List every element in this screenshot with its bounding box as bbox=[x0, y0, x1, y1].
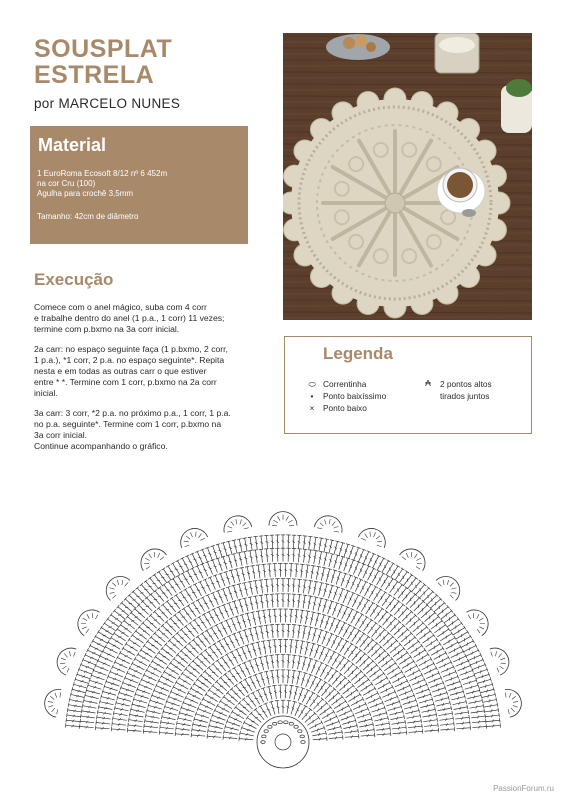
text-line: termine com p.bxmo na 3a corr inicial. bbox=[34, 323, 180, 334]
text-line: entre * *. Termine com 1 corr, p.bxmo na 2a corr bbox=[34, 376, 217, 387]
chain-symbol-icon: ⬭ bbox=[308, 379, 316, 389]
material-line: na cor Cru (100) bbox=[37, 179, 96, 188]
material-heading: Material bbox=[38, 135, 107, 155]
title-line-1: SOUSPLAT bbox=[34, 35, 173, 63]
execucao-paragraph bbox=[34, 408, 279, 451]
text-line: 3a corr inicial. bbox=[34, 429, 88, 440]
cactus-pot bbox=[501, 79, 532, 133]
material-list bbox=[37, 169, 167, 199]
execucao-heading: Execução bbox=[34, 270, 114, 289]
legend-label: tirados juntos bbox=[440, 391, 490, 401]
execucao-paragraph bbox=[34, 302, 279, 334]
pattern-title bbox=[34, 36, 172, 88]
material-box bbox=[30, 126, 248, 244]
text-line: Continue acompanhando o gráfico. bbox=[34, 440, 168, 451]
text-line: no p.a. seguinte*. Termine com 1 corr, p.bxmo na bbox=[34, 419, 222, 430]
legend-label: Correntinha bbox=[323, 379, 367, 389]
legend-box bbox=[284, 336, 532, 434]
execucao-paragraph bbox=[34, 344, 279, 398]
crochet-chart-diagram bbox=[0, 462, 566, 780]
text-line: inicial. bbox=[34, 387, 58, 398]
author-credit: por MARCELO NUNES bbox=[34, 96, 181, 111]
legend-label: Ponto baixo bbox=[323, 403, 367, 413]
text-line: 3a carr: 3 corr, *2 p.a. no próximo p.a., 1 corr, 1 p.a. bbox=[34, 408, 231, 419]
title-line-2: ESTRELA bbox=[34, 61, 155, 89]
cookie-bowl bbox=[326, 34, 390, 60]
material-line: 1 EuroRoma Ecosoft 8/12 nº 6 452m bbox=[37, 169, 168, 178]
text-line: 1 p.a.), *1 corr, 2 p.a. no espaço seguinte*. Repita bbox=[34, 355, 225, 366]
doily-photo bbox=[283, 33, 532, 320]
watermark: PassionForum.ru bbox=[493, 784, 554, 793]
text-line: e trabalhe dentro do anel (1 p.a., 1 corr) 11 vezes; bbox=[34, 312, 225, 323]
text-line: Comece com o anel mágico, suba com 4 corr bbox=[34, 302, 207, 312]
execucao-text bbox=[34, 302, 279, 462]
text-line: 2a carr: no espaço seguinte faça (1 p.bxmo, 2 corr, bbox=[34, 344, 228, 355]
legend-heading: Legenda bbox=[323, 344, 393, 363]
crochet-chart-rings bbox=[42, 512, 523, 768]
dc2tog-symbol-icon: ₳ bbox=[425, 378, 431, 388]
single-crochet-symbol-icon: × bbox=[309, 403, 315, 413]
legend-label: Ponto baixíssimo bbox=[323, 391, 387, 401]
material-line: Agulha para crochê 3,5mm bbox=[37, 189, 134, 198]
legend-label: 2 pontos altos bbox=[440, 379, 492, 389]
slip-stitch-symbol-icon: • bbox=[310, 391, 314, 401]
text-line: nesta e em todas as outras carr o que estiver bbox=[34, 365, 207, 376]
material-size: Tamanho: 42cm de diâmetro bbox=[37, 212, 139, 221]
candle-jar bbox=[435, 33, 479, 73]
